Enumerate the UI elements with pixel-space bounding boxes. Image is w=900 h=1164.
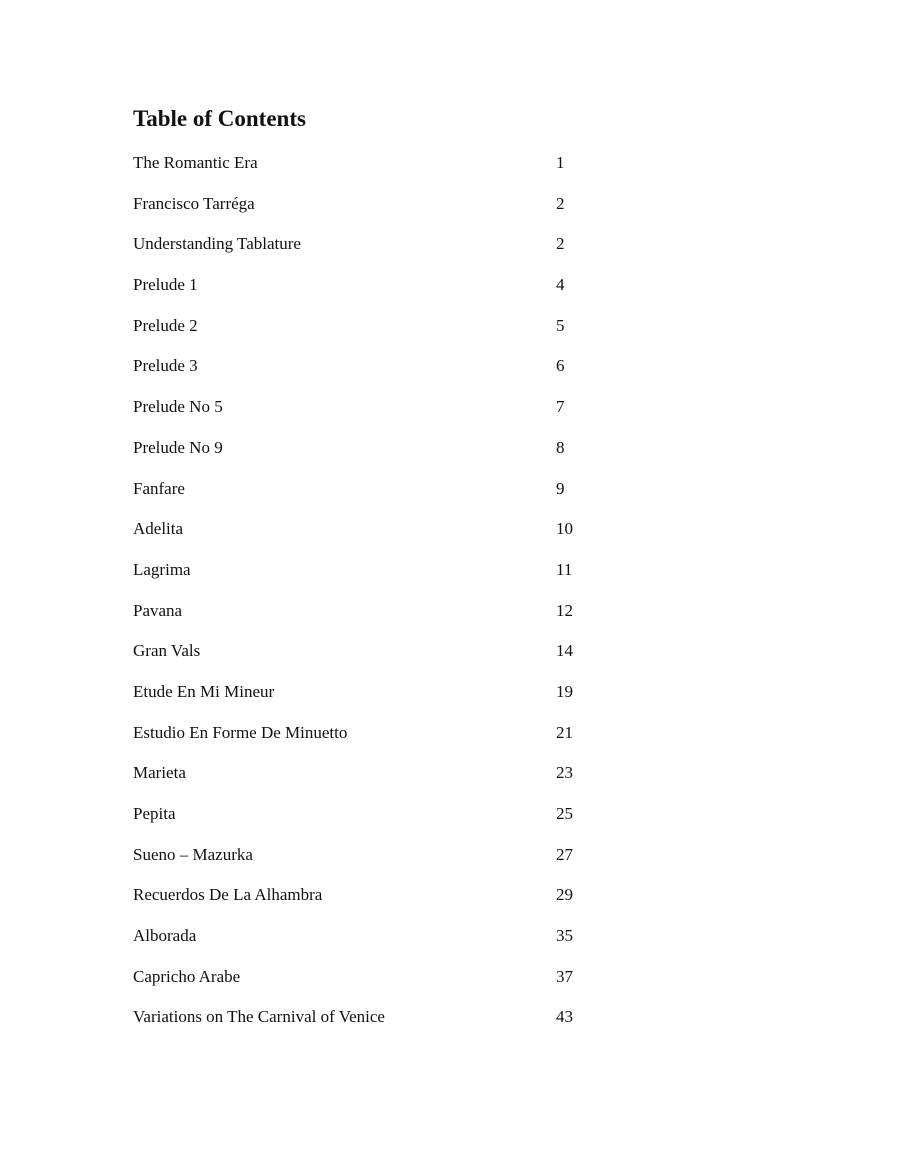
toc-row [133,393,653,434]
toc-entry-title: Prelude 2 [133,315,198,335]
toc-entry-page: 9 [556,478,565,498]
toc-row [133,556,653,597]
toc-row [133,637,653,678]
toc-row [133,230,653,271]
page-title: Table of Contents [133,106,306,131]
toc-row [133,678,653,719]
toc-entry-page: 21 [556,722,573,742]
toc-entry-page: 29 [556,885,573,905]
toc-entry-title: Marieta [133,763,186,783]
toc-entry-title: Francisco Tarréga [133,193,255,213]
toc-entry-title: Capricho Arabe [133,966,241,986]
toc-row [133,759,653,800]
toc-row [133,881,653,922]
toc-entry-page: 7 [556,397,565,417]
toc-row [133,352,653,393]
toc-entry-title: Etude En Mi Mineur [133,681,275,701]
toc-row [133,271,653,312]
toc-entry-page: 19 [556,681,573,701]
toc-entry-page: 27 [556,844,573,864]
toc-entry-title: The Romantic Era [133,153,258,172]
toc-list [133,149,653,1044]
toc-entry-page: 6 [556,356,565,376]
toc-entry-page: 4 [556,275,565,295]
toc-entry-title: Prelude No 5 [133,397,223,417]
toc-entry-page: 25 [556,804,573,823]
toc-entry-title: Gran Vals [133,641,201,661]
toc-entry-page: 14 [556,641,573,661]
toc-row [133,841,653,882]
toc-entry-page: 37 [556,966,573,986]
toc-entry-page: 23 [556,763,573,783]
toc-entry-page: 12 [556,600,573,620]
toc-entry-title: Prelude No 9 [133,437,223,457]
toc-entry-title: Sueno – Mazurka [133,844,253,864]
toc-row [133,475,653,516]
toc-entry-page: 1 [556,153,565,172]
toc-entry-title: Pepita [133,804,176,823]
toc-entry-page: 35 [556,926,573,946]
toc-entry-page: 2 [556,193,565,213]
toc-entry-title: Fanfare [133,478,185,498]
toc-entry-title: Pavana [133,600,183,620]
toc-row [133,1003,653,1044]
toc-entry-title: Adelita [133,519,184,539]
toc-entry-title: Prelude 3 [133,356,198,376]
toc-entry-page: 8 [556,437,565,457]
toc-entry-page: 11 [556,559,573,579]
toc-row [133,597,653,638]
toc-entry-title: Lagrima [133,559,191,579]
toc-row [133,312,653,353]
toc-entry-title: Variations on The Carnival of Venice [133,1007,385,1027]
toc-row [133,719,653,760]
toc-row [133,434,653,475]
toc-entry-title: Recuerdos De La Alhambra [133,885,323,905]
toc-entry-title: Estudio En Forme De Minuetto [133,722,348,742]
toc-entry-title: Prelude 1 [133,275,198,295]
toc-entry-page: 43 [556,1007,573,1027]
toc-row [133,922,653,963]
toc-entry-title: Alborada [133,926,197,946]
toc-row [133,190,653,231]
toc-row [133,800,653,841]
toc-row [133,963,653,1004]
toc-entry-page: 5 [556,315,565,335]
toc-row [133,515,653,556]
toc-entry-title: Understanding Tablature [133,234,301,254]
toc-entry-page: 10 [556,519,573,539]
toc-entry-page: 2 [556,234,565,254]
toc-row [133,149,653,190]
